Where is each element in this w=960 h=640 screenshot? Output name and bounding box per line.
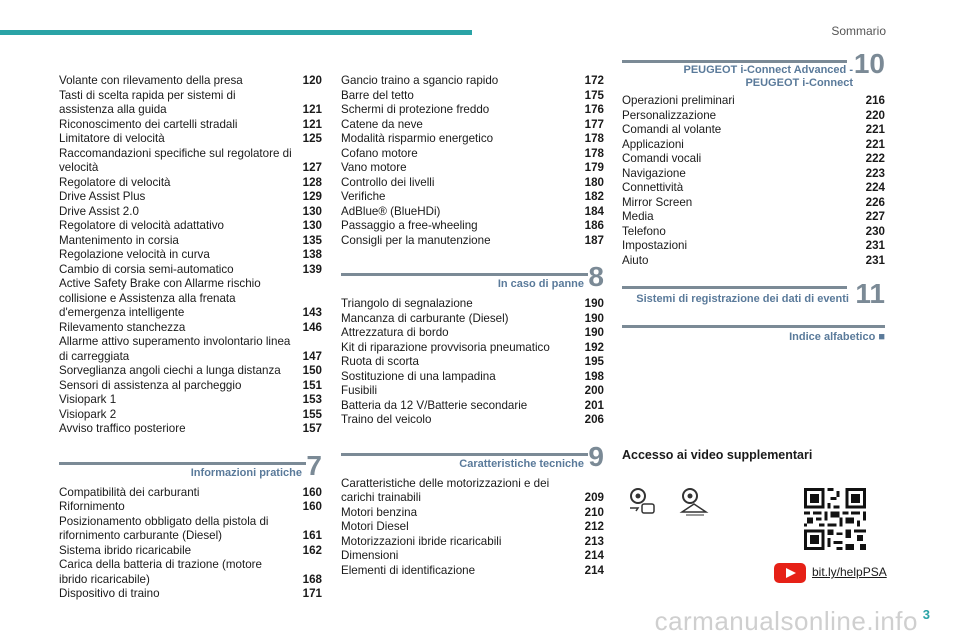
toc-entry-title: Rilevamento stanchezza <box>59 320 186 334</box>
toc-entry-page: 190 <box>584 297 604 310</box>
toc-entry-page: 178 <box>584 146 604 160</box>
toc-list-connect <box>622 94 885 268</box>
section-title <box>683 64 853 90</box>
toc-entry[interactable] <box>622 109 885 124</box>
toc-entry[interactable] <box>341 399 604 414</box>
toc-entry-page: 161 <box>302 529 322 542</box>
youtube-icon[interactable] <box>774 563 806 583</box>
help-video-link[interactable]: bit.ly/helpPSA <box>812 565 887 579</box>
toc-entry-page: 157 <box>302 422 322 435</box>
toc-entry-title: Mancanza di carburante (Diesel) <box>341 311 509 325</box>
toc-entry[interactable] <box>59 321 322 336</box>
toc-entry-page: 221 <box>865 137 885 151</box>
toc-list-practical-info <box>59 486 322 602</box>
toc-entry-page: 147 <box>302 349 322 363</box>
toc-entry-page: 160 <box>302 485 322 499</box>
toc-entry[interactable] <box>341 312 604 327</box>
toc-entry-page: 178 <box>584 132 604 145</box>
toc-list-breakdown <box>341 297 604 428</box>
toc-entry[interactable] <box>341 190 604 205</box>
toc-entry-page: 182 <box>584 190 604 203</box>
toc-entry-title: Catene da neve <box>341 117 423 131</box>
toc-entry-title: Caratteristiche delle motorizzazioni e dei carichi trainabili <box>341 476 550 504</box>
toc-entry-title: Connettività <box>622 181 684 194</box>
section-number: 8 <box>588 261 604 292</box>
toc-entry-page: 214 <box>584 549 604 562</box>
toc-entry-page: 135 <box>302 233 322 247</box>
toc-entry-title: Impostazioni <box>622 239 688 252</box>
toc-entry-title: Volante con rilevamento della presa <box>59 74 243 87</box>
toc-entry-page: 138 <box>302 248 322 261</box>
toc-list-practical-info-cont <box>341 74 604 248</box>
toc-entry-title: Comandi al volante <box>622 123 722 136</box>
toc-entry[interactable] <box>59 263 322 278</box>
toc-entry-page: 195 <box>584 355 604 368</box>
toc-entry-title: Modalità risparmio energetico <box>341 132 494 145</box>
toc-entry-page: 121 <box>302 103 322 116</box>
toc-entry-title: Dimensioni <box>341 549 399 562</box>
toc-entry-page: 221 <box>865 123 885 136</box>
toc-entry-page: 129 <box>302 190 322 203</box>
toc-entry-title: Fusibili <box>341 384 378 397</box>
section-title-line-2: PEUGEOT i-Connect <box>745 77 853 89</box>
toc-entry-page: 213 <box>584 534 604 548</box>
toc-entry[interactable] <box>59 335 322 364</box>
toc-entry-title: Motori benzina <box>341 505 418 519</box>
toc-entry-title: Media <box>622 210 654 223</box>
toc-entry[interactable] <box>622 254 885 269</box>
toc-entry[interactable] <box>341 341 604 356</box>
toc-entry-page: 176 <box>584 103 604 116</box>
toc-entry[interactable] <box>341 297 604 312</box>
toc-entry-title: Sistema ibrido ricaricabile <box>59 543 192 557</box>
toc-entry[interactable] <box>622 94 885 109</box>
toc-entry[interactable] <box>59 118 322 133</box>
toc-entry-page: 128 <box>302 175 322 189</box>
toc-entry-page: 184 <box>584 204 604 218</box>
toc-entry-title: Compatibilità dei carburanti <box>59 485 200 499</box>
toc-entry-title: Vano motore <box>341 161 407 174</box>
section-title: Sistemi di registrazione dei dati di eventi <box>636 293 849 305</box>
toc-entry-title: Navigazione <box>622 166 686 180</box>
toc-entry-page: 230 <box>865 224 885 238</box>
toc-entry-title: Dispositivo di traino <box>59 587 160 600</box>
toc-entry-title: Sorveglianza angoli ciechi a lunga distanza <box>59 364 281 377</box>
toc-column-1 <box>59 74 322 602</box>
toc-entry[interactable] <box>341 549 604 564</box>
section-divider <box>622 286 847 289</box>
toc-entry[interactable] <box>341 326 604 341</box>
toc-entry[interactable] <box>59 74 322 89</box>
toc-entry[interactable] <box>341 535 604 550</box>
index-link[interactable]: Indice alfabetico ■ <box>789 331 885 343</box>
toc-entry-title: Avviso traffico posteriore <box>59 422 186 435</box>
toc-entry-page: 209 <box>584 491 604 504</box>
toc-entry[interactable] <box>59 132 322 147</box>
toc-entry-page: 121 <box>302 117 322 131</box>
toc-entry-title: Traino del veicolo <box>341 413 432 426</box>
toc-entry[interactable] <box>59 422 322 437</box>
toc-entry[interactable] <box>59 89 322 118</box>
toc-entry-page: 162 <box>302 543 322 557</box>
toc-entry-page: 120 <box>302 74 322 87</box>
toc-entry[interactable] <box>341 564 604 579</box>
toc-entry[interactable] <box>341 147 604 162</box>
watermark-text: carmanualsonline.info <box>654 606 918 636</box>
toc-entry-title: Motori Diesel <box>341 520 409 533</box>
toc-entry[interactable] <box>622 138 885 153</box>
toc-entry[interactable] <box>59 248 322 263</box>
qr-code-icon <box>804 488 866 550</box>
toc-entry-title: Controllo dei livelli <box>341 175 435 189</box>
toc-entry-title: Aiuto <box>622 253 649 267</box>
toc-entry-page: 143 <box>302 306 322 319</box>
toc-entry[interactable] <box>341 89 604 104</box>
toc-entry-title: Posizionamento obbligato della pistola di rifornimento carburante (Diesel) <box>59 514 269 542</box>
section-divider <box>341 453 588 456</box>
section-number: 11 <box>855 278 885 309</box>
toc-entry[interactable] <box>59 190 322 205</box>
toc-entry[interactable] <box>622 210 885 225</box>
toc-entry[interactable] <box>59 515 322 544</box>
toc-entry[interactable] <box>59 587 322 602</box>
toc-entry[interactable] <box>622 196 885 211</box>
section-header-9 <box>341 440 604 477</box>
toc-entry-title: Sensori di assistenza al parcheggio <box>59 378 242 392</box>
section-number: 10 <box>853 48 885 79</box>
toc-entry-page: 168 <box>302 572 322 586</box>
toc-entry[interactable] <box>59 176 322 191</box>
toc-entry-page: 179 <box>584 161 604 174</box>
toc-entry[interactable] <box>341 413 604 428</box>
toc-entry[interactable] <box>59 544 322 559</box>
toc-entry-title: Motorizzazioni ibride ricaricabili <box>341 534 502 548</box>
toc-entry-page: 190 <box>584 311 604 325</box>
section-divider <box>622 60 847 63</box>
toc-entry[interactable] <box>341 219 604 234</box>
video-section-title: Accesso ai video supplementari <box>622 448 813 462</box>
toc-entry[interactable] <box>59 147 322 176</box>
toc-entry-page: 223 <box>865 166 885 180</box>
header-accent-bar <box>0 30 472 35</box>
section-title: Caratteristiche tecniche <box>459 457 584 470</box>
toc-entry-title: Triangolo di segnalazione <box>341 297 473 310</box>
toc-entry-title: Visiopark 1 <box>59 393 117 406</box>
section-divider <box>59 462 306 465</box>
toc-entry-page: 146 <box>302 320 322 334</box>
toc-entry-title: Applicazioni <box>622 137 684 151</box>
toc-entry[interactable] <box>341 355 604 370</box>
toc-entry-page: 206 <box>584 413 604 426</box>
toc-entry[interactable] <box>622 167 885 182</box>
toc-list-technical <box>341 477 604 579</box>
toc-entry-title: Raccomandazioni specifiche sul regolatore di velocità <box>59 146 292 174</box>
toc-entry-page: 172 <box>584 74 604 87</box>
toc-entry-page: 227 <box>865 210 885 223</box>
toc-entry-title: Batteria da 12 V/Batterie secondarie <box>341 398 528 412</box>
toc-entry-page: 130 <box>302 204 322 218</box>
toc-entry-title: Gancio traino a sgancio rapido <box>341 74 499 87</box>
toc-entry-page: 160 <box>302 500 322 513</box>
toc-entry-title: Visiopark 2 <box>59 407 117 421</box>
toc-entry-title: Ruota di scorta <box>341 355 419 368</box>
toc-entry-page: 192 <box>584 340 604 354</box>
toc-entry-title: Personalizzazione <box>622 108 717 122</box>
toc-entry[interactable] <box>59 408 322 423</box>
toc-entry-title: Allarme attivo superamento involontario linea di carreggiata <box>59 335 291 363</box>
toc-entry-page: 201 <box>584 398 604 412</box>
toc-entry-page: 127 <box>302 161 322 174</box>
toc-entry[interactable] <box>341 520 604 535</box>
toc-entry-page: 130 <box>302 219 322 232</box>
toc-entry-title: Limitatore di velocità <box>59 132 165 145</box>
page-title: Sommario <box>831 24 886 38</box>
toc-entry[interactable] <box>59 364 322 379</box>
toc-entry-title: Operazioni preliminari <box>622 94 735 107</box>
toc-entry-title: Mantenimento in corsia <box>59 233 179 247</box>
toc-entry-title: Verifiche <box>341 190 386 203</box>
toc-entry-title: Consigli per la manutenzione <box>341 233 491 247</box>
toc-entry-title: Cambio di corsia semi-automatico <box>59 262 234 276</box>
toc-entry[interactable] <box>622 239 885 254</box>
toc-entry-page: 139 <box>302 262 322 276</box>
toc-entry-title: Telefono <box>622 224 666 238</box>
toc-entry-page: 216 <box>865 94 885 107</box>
toc-entry[interactable] <box>59 277 322 321</box>
toc-entry-title: Drive Assist Plus <box>59 190 146 203</box>
toc-entry-title: Mirror Screen <box>622 195 693 209</box>
toc-entry[interactable] <box>341 506 604 521</box>
section-title: Informazioni pratiche <box>190 466 302 479</box>
toc-entry-page: 200 <box>584 384 604 397</box>
toc-entry-page: 226 <box>865 195 885 209</box>
toc-entry-page: 187 <box>584 233 604 247</box>
toc-entry[interactable] <box>341 370 604 385</box>
section-number: 9 <box>588 440 604 472</box>
toc-entry-title: Barre del tetto <box>341 88 414 102</box>
toc-entry-title: Passaggio a free-wheeling <box>341 219 478 232</box>
toc-entry-title: Carica della batteria di trazione (motore ibrido ricaricabile) <box>59 558 262 586</box>
section-header-index <box>622 320 885 350</box>
section-header-8 <box>341 261 604 297</box>
toc-entry-page: 150 <box>302 364 322 377</box>
toc-entry-title: Cofano motore <box>341 146 418 160</box>
toc-entry[interactable] <box>59 234 322 249</box>
toc-entry[interactable] <box>341 234 604 249</box>
toc-entry-page: 210 <box>584 505 604 519</box>
toc-entry-page: 231 <box>865 239 885 252</box>
toc-entry[interactable] <box>59 486 322 501</box>
section-header-7 <box>59 449 322 486</box>
toc-entry-title: Active Safety Brake con Allarme rischio collisione e Assistenza alla frenata d'emergenza intelligente <box>59 277 261 319</box>
toc-entry-page: 186 <box>584 219 604 232</box>
toc-entry-page: 151 <box>302 378 322 392</box>
toc-entry-title: Comandi vocali <box>622 152 702 165</box>
toc-entry[interactable] <box>341 384 604 399</box>
toc-column-2 <box>341 74 604 578</box>
toc-entry[interactable] <box>341 477 604 506</box>
toc-entry[interactable] <box>341 132 604 147</box>
toc-entry-title: Sostituzione di una lampadina <box>341 369 496 383</box>
toc-entry[interactable] <box>59 558 322 587</box>
toc-entry-title: Regolatore di velocità <box>59 175 171 189</box>
toc-entry-title: Drive Assist 2.0 <box>59 204 139 218</box>
toc-entry-page: 171 <box>302 587 322 600</box>
toc-entry[interactable] <box>622 123 885 138</box>
toc-entry-page: 155 <box>302 407 322 421</box>
toc-entry-page: 212 <box>584 520 604 533</box>
toc-entry-title: Riconoscimento dei cartelli stradali <box>59 117 238 131</box>
toc-entry[interactable] <box>341 118 604 133</box>
page-number: 3 <box>922 607 930 622</box>
toc-column-3 <box>622 48 885 350</box>
toc-entry[interactable] <box>59 379 322 394</box>
toc-entry-title: Kit di riparazione provvisoria pneumatico <box>341 340 550 354</box>
section-title: In caso di panne <box>497 278 584 290</box>
toc-entry[interactable] <box>341 205 604 220</box>
toc-entry[interactable] <box>59 500 322 515</box>
toc-entry[interactable] <box>622 152 885 167</box>
toc-entry-page: 177 <box>584 117 604 131</box>
toc-entry-page: 222 <box>865 152 885 165</box>
toc-entry[interactable] <box>59 205 322 220</box>
toc-entry-page: 214 <box>584 563 604 577</box>
toc-entry-page: 175 <box>584 88 604 102</box>
toc-entry[interactable] <box>341 176 604 191</box>
toc-entry-page: 190 <box>584 326 604 339</box>
toc-entry[interactable] <box>59 219 322 234</box>
toc-entry-title: Tasti di scelta rapida per sistemi di assistenza alla guida <box>59 88 236 116</box>
toc-entry[interactable] <box>341 103 604 118</box>
wheel-change-video-icon <box>678 486 710 518</box>
section-divider <box>341 273 588 276</box>
toc-entry-page: 125 <box>302 132 322 145</box>
toc-entry[interactable] <box>341 74 604 89</box>
section-header-10 <box>622 48 885 94</box>
tire-repair-video-icon <box>626 486 658 518</box>
toc-entry-page: 180 <box>584 175 604 189</box>
toc-list-driving <box>59 74 322 437</box>
toc-entry[interactable] <box>622 181 885 196</box>
section-number: 7 <box>306 449 322 481</box>
toc-entry-page: 231 <box>865 253 885 267</box>
toc-entry-title: Regolatore di velocità adattativo <box>59 219 224 232</box>
toc-entry-title: AdBlue® (BlueHDi) <box>341 204 441 218</box>
toc-entry-title: Attrezzatura di bordo <box>341 326 449 339</box>
toc-entry[interactable] <box>622 225 885 240</box>
section-title-line-1: PEUGEOT i-Connect Advanced - <box>683 64 853 76</box>
section-divider <box>622 325 885 328</box>
toc-entry-title: Rifornimento <box>59 500 125 513</box>
toc-entry-title: Regolazione velocità in curva <box>59 248 210 261</box>
toc-entry[interactable] <box>59 393 322 408</box>
toc-entry-page: 153 <box>302 393 322 406</box>
toc-entry-page: 220 <box>865 108 885 122</box>
toc-entry-title: Elementi di identificazione <box>341 563 476 577</box>
toc-entry[interactable] <box>341 161 604 176</box>
section-header-11 <box>622 268 885 308</box>
toc-entry-page: 198 <box>584 369 604 383</box>
toc-entry-page: 224 <box>865 181 885 194</box>
toc-entry-title: Schermi di protezione freddo <box>341 103 490 116</box>
